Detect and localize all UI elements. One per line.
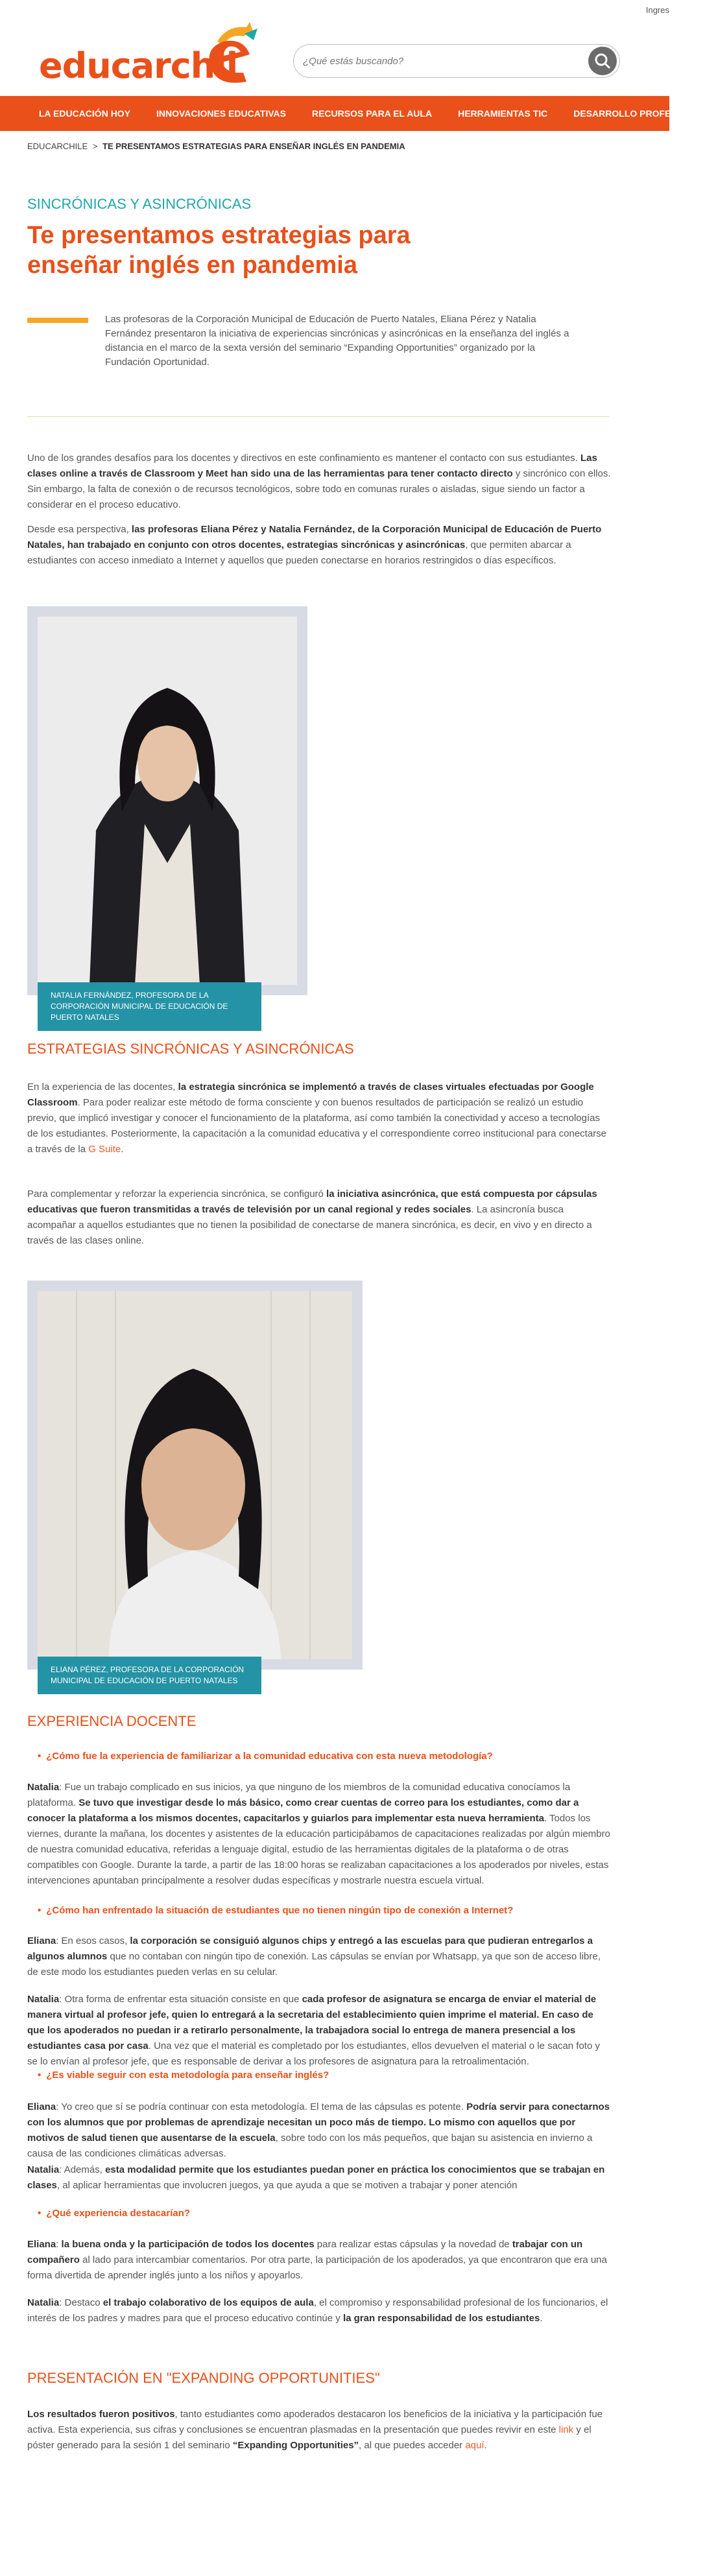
- question-3: • ¿Es viable seguir con esta metodología para enseñar inglés?: [27, 2070, 329, 2081]
- page-title: Te presentamos estrategias para enseñar inglés en pandemia: [27, 222, 411, 279]
- search-input[interactable]: [303, 53, 575, 69]
- answer-6: Eliana: la buena onda y la participación de todos los docentes para realizar estas cápsulas y la novedad de trabajar con un compañero al lado para intercambiar comentarios. Por otra parte, la participación de los apoderados, ya que encontraron que era una forma divertida de aprender inglés junto a los niños y apoyarlos.: [27, 2239, 607, 2281]
- question-2: • ¿Cómo han enfrentado la situación de estudiantes que no tienen ningún tipo de conexión a Internet?: [27, 1905, 513, 1916]
- logo-text: educarchil: [39, 45, 238, 86]
- section-title-estrategias: ESTRATEGIAS SINCRÓNICAS Y ASINCRÓNICAS: [27, 1041, 354, 1057]
- nav-item-desarrollo[interactable]: DESARROLLO PROFESIONAL: [573, 108, 705, 119]
- answer-2: Eliana: En esos casos, la corporación se consiguió algunos chips y entregó a las escuelas para que pudieran entregarlos a algunos alumnos que no contaban con ningún tipo de conexión. Las cápsulas se envían por Whatsapp, ya que son de acceso libre, de este modo los estudiantes pueden verlas en su celular.: [27, 1935, 601, 1978]
- search-button[interactable]: [588, 47, 617, 75]
- paragraph-1: Uno de los grandes desafíos para los docentes y directivos en este confinamiento es mantener el contacto con sus estudiantes. Las clases online a través de Classroom y Meet han sido una de las herramientas para tener contacto directo y sincrónico con ellos. Sin embargo, la falta de conexión o de recursos tecnológicos, sobre todo en comunas rurales o aisladas, sigue siendo un factor a considerar en el proceso educativo.: [27, 453, 611, 510]
- divider: [27, 416, 609, 417]
- section-title-experiencia: EXPERIENCIA DOCENTE: [27, 1713, 197, 1729]
- question-4: • ¿Qué experiencia destacarían?: [27, 2208, 190, 2219]
- article-lead: Las profesoras de la Corporación Municipal de Educación de Puerto Natales, Eliana Pérez y Natalia Fernández presentaron la iniciativa de experiencias sincrónicas y asincrónicas en la enseñanza del inglés a distancia en el marco de la sexta versión del seminario “Expanding Opportunities” organizado por la Fundación Oportunidad.: [105, 314, 569, 368]
- photo-natalia: [38, 617, 297, 985]
- main-nav: [0, 96, 705, 131]
- article-kicker: SINCRÓNICAS Y ASINCRÓNICAS: [27, 196, 252, 212]
- login-link[interactable]: Ingres: [645, 5, 669, 15]
- search-box: [293, 44, 620, 78]
- nav-item-recursos[interactable]: RECURSOS PARA EL AULA: [311, 108, 433, 119]
- paragraph-4: Para complementar y reforzar la experiencia sincrónica, se configuró la iniciativa asincrónica, que está compuesta por cápsulas educativas que fueron transmitidas a través de televisión por un canal regional y redes sociales. La asincronía busca acompañar a aquellos estudiantes que no tienen la posibilidad de conectarse de manera sincrónica, es decir, en vivo y en directo a través de las clases online.: [27, 1188, 597, 1246]
- photo-natalia-frame: [27, 606, 307, 995]
- photo-natalia-caption: NATALIA FERNÁNDEZ, PROFESORA DE LA CORPORACIÓN MUNICIPAL DE EDUCACIÓN DE PUERTO NATALES: [38, 982, 261, 1031]
- site-logo[interactable]: [39, 22, 246, 93]
- answer-5: Natalia: Además, esta modalidad permite que los estudiantes puedan poner en práctica los conocimientos que se trabajan en clases, al aplicar herramientas que involucren juegos, ya que ayuda a que se motiven a trabajar y poner atención: [27, 2164, 605, 2191]
- photo-eliana: [38, 1291, 352, 1659]
- paragraph-3: En la experiencia de las docentes, la estrategia sincrónica se implementó a través de clases virtuales efectuadas por Google Classroom. Para poder realizar este método de forma consciente y con buenos resultados de participación se realizó un estudio previo, que implicó investigar y conocer el funcionamiento de la plataforma, así como también la conectividad y acceso a tecnologías de los estudiantes. Posteriormente, la capacitación a la comunidad educativa y el correspondiente correo institucional para conectarse a través de la G Suite.: [27, 1081, 607, 1155]
- site-header: [0, 18, 669, 96]
- search-icon: [588, 47, 617, 75]
- breadcrumb-current: TE PRESENTAMOS ESTRATEGIAS PARA ENSEÑAR INGLÉS EN PANDEMIA: [102, 141, 405, 151]
- answer-1: Natalia: Fue un trabajo complicado en sus inicios, ya que ninguno de los miembros de la comunidad educativa conocíamos la plataforma. Se tuvo que investigar desde lo más básico, como crear cuentas de correo para los estudiantes, como dar a conocer la plataforma a los mismos docentes, capacitarlos y guiarlos para implementar esta nueva herramienta. Todos los viernes, durante la mañana, los docentes y asistentes de la educación participábamos de capacitaciones realizadas por algún miembro de nuestra comunidad educativa, referidas a lenguaje digital, estudio de las herramientas digitales de la plataforma o de otras compatibles con Google. Durante la tarde, a partir de las 18:00 horas se realizaban capacitaciones a los apoderados por niveles, estas intervenciones apuntaban principalmente a resolver dudas específicas y mostrarle nuestra escuela virtual.: [27, 1782, 610, 1886]
- paragraph-2: Desde esa perspectiva, las profesoras Eliana Pérez y Natalia Fernández, de la Corporación Municipal de Educación de Puerto Natales, han trabajado en conjunto con otros docentes, estrategias sincrónicas y asincrónicas, que permiten abarcar a estudiantes con acceso inmediato a Internet y aquellos que pueden conectarse en horarios restringidos o días específicos.: [27, 524, 602, 566]
- paragraph-5: Los resultados fueron positivos, tanto estudiantes como apoderados destacaron los beneficios de la iniciativa y la participación fue activa. Esta experiencia, sus cifras y conclusiones se encuentran plasmadas en la presentación que puedes revivir en este link y el póster generado para la sesión 1 del seminario “Expanding Opportunities”, al que puedes acceder aquí.: [27, 2409, 603, 2451]
- logo-e-icon: [198, 22, 263, 93]
- answer-7: Natalia: Destaco el trabajo colaborativo de los equipos de aula, el compromiso y responsabilidad profesional de los funcionarios, el interés de los padres y madres para que el proceso educativo continúe y la gran responsabilidad de los estudiantes.: [27, 2297, 608, 2324]
- gsuite-link[interactable]: G Suite: [88, 1144, 121, 1155]
- breadcrumb-separator: >: [92, 141, 98, 151]
- answer-3: Natalia: Otra forma de enfrentar esta situación consiste en que cada profesor de asignatura se encarga de enviar el material de manera virtual al profesor jefe, quien lo entregará a la secretaria del establecimiento quien imprime el material. En caso de que los apoderados no puedan ir a retirarlo personalmente, la trabajadora social lo entrega de manera presencial a los estudiantes casa por casa. Una vez que el material es completado por los estudiantes, ellos devuelven el material o le sacan foto y se lo envían al profesor jefe, que es responsable de derivar a los profesores de asignatura para la retroalimentación.: [27, 1994, 600, 2067]
- section-title-presentacion: PRESENTACIÓN EN "EXPANDING OPPORTUNITIES": [27, 2370, 380, 2386]
- presentation-link[interactable]: link: [558, 2424, 574, 2435]
- breadcrumb-home[interactable]: EDUCARCHILE: [27, 141, 88, 151]
- nav-item-innovaciones[interactable]: INNOVACIONES EDUCATIVAS: [156, 108, 286, 119]
- top-bar: [0, 0, 669, 18]
- question-1: • ¿Cómo fue la experiencia de familiarizar a la comunidad educativa con esta nueva metodología?: [27, 1751, 493, 1762]
- photo-eliana-frame: [27, 1281, 363, 1670]
- photo-eliana-caption: ELIANA PÉREZ, PROFESORA DE LA CORPORACIÓN MUNICIPAL DE EDUCACIÓN DE PUERTO NATALES: [38, 1657, 261, 1694]
- poster-link[interactable]: aquí: [465, 2440, 484, 2451]
- lead-accent-bar: [27, 318, 88, 323]
- breadcrumb: [27, 141, 405, 151]
- nav-item-herramientas-tic[interactable]: HERRAMIENTAS TIC: [458, 108, 548, 119]
- nav-item-la-educacion-hoy[interactable]: LA EDUCACIÓN HOY: [39, 108, 131, 119]
- answer-4: Eliana: Yo creo que sí se podría continuar con esta metodología. El tema de las cápsulas es potente. Podría servir para conectarnos con los alumnos que por problemas de aprendizaje necesitan un poco más de tiempo. Lo mismo con aquellos que por motivos de salud tienen que ausentarse de la escuela, sobre todo con los más pequeños, que bajan su asistencia en invierno a causa de las condiciones climáticas adversas.: [27, 2101, 610, 2159]
